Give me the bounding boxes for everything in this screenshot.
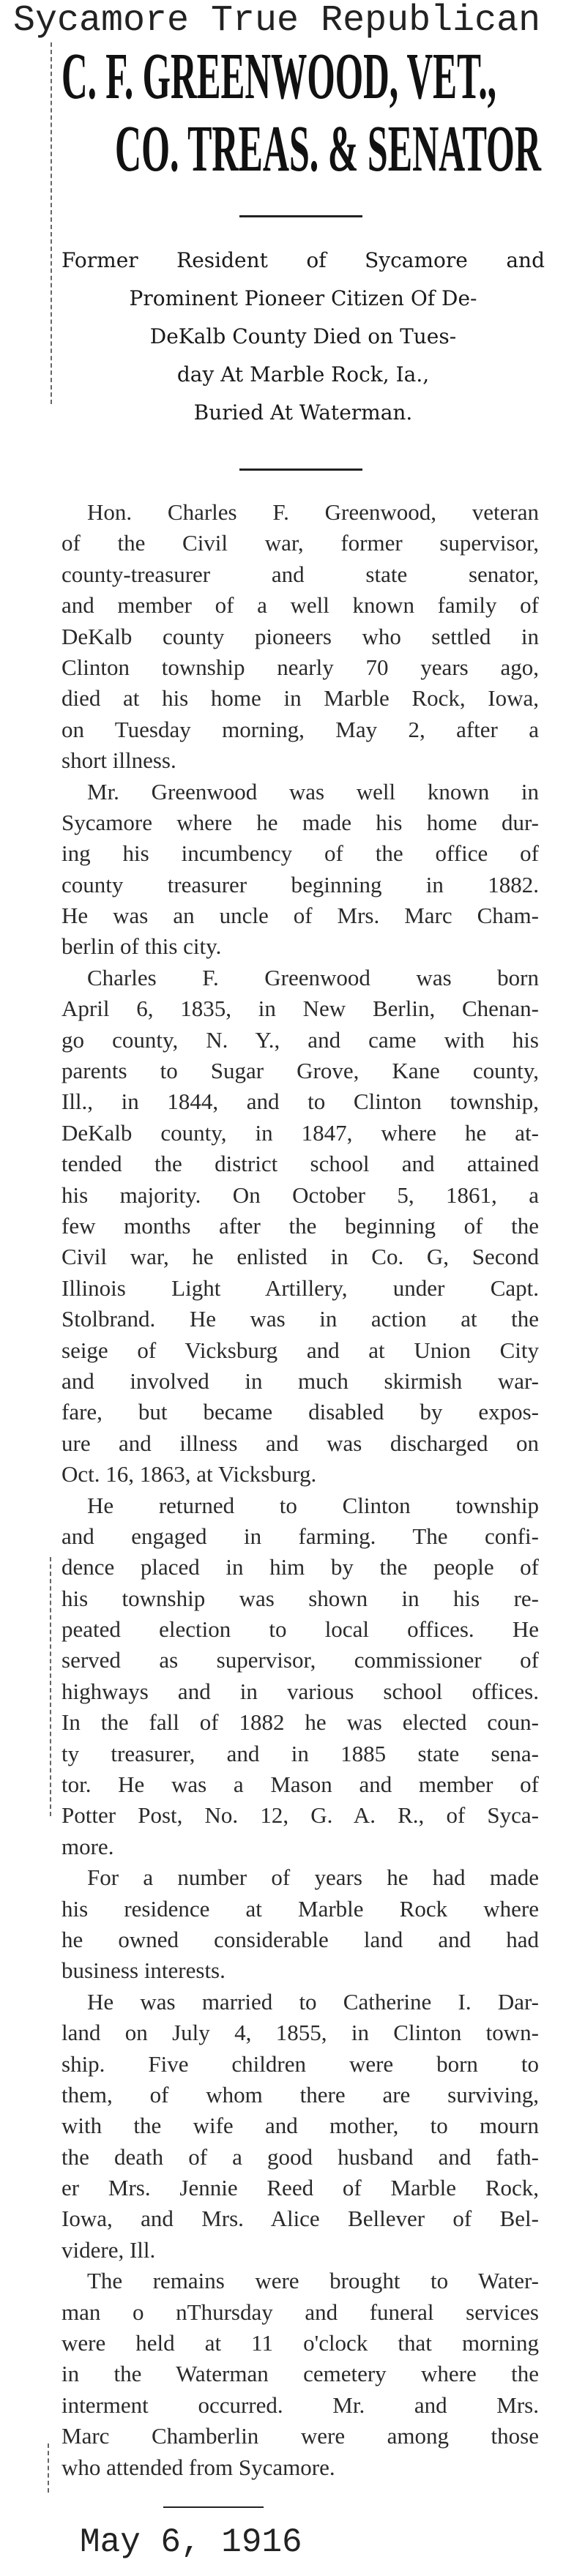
subheadline-line: Buried At Waterman. bbox=[193, 400, 413, 425]
article-line: Civil war, he enlisted in Co. G, Second bbox=[62, 1244, 539, 1270]
article-line: peated election to local offices. He bbox=[62, 1616, 539, 1643]
article-paragraph bbox=[62, 777, 539, 963]
article-line: Clinton township nearly 70 years ago, bbox=[62, 654, 539, 680]
article-line: business interests. bbox=[62, 1957, 226, 1984]
article-line: He returned to Clinton township bbox=[87, 1492, 539, 1518]
article-line: ure and illness and was discharged on bbox=[62, 1430, 539, 1456]
article-line: Charles F. Greenwood was born bbox=[87, 964, 539, 990]
article-line: on Tuesday morning, May 2, after a bbox=[62, 716, 539, 742]
article-line: Sycamore where he made his home dur- bbox=[62, 809, 539, 835]
article-line: them, of whom there are surviving, bbox=[62, 2081, 539, 2108]
article-line: land on July 4, 1855, in Clinton town- bbox=[62, 2020, 539, 2046]
article-line: er Mrs. Jennie Reed of Marble Rock, bbox=[62, 2175, 539, 2201]
article-line: served as supervisor, commissioner of bbox=[62, 1647, 539, 1673]
article-line: more. bbox=[62, 1833, 114, 1859]
subheadline-line: Prominent Pioneer Citizen Of De- bbox=[129, 286, 477, 310]
article-line: ty treasurer, and in 1885 state sena- bbox=[62, 1740, 539, 1766]
article-line: county-treasurer and state senator, bbox=[62, 561, 539, 587]
subheadline-line: day At Marble Rock, Ia., bbox=[176, 362, 430, 387]
article-line: parents to Sugar Grove, Kane county, bbox=[62, 1058, 539, 1084]
article-body bbox=[62, 497, 539, 2483]
section-rule bbox=[239, 468, 362, 471]
article-line: few months after the beginning of the bbox=[62, 1212, 539, 1239]
article-line: Mr. Greenwood was well known in bbox=[87, 778, 539, 804]
article-line: his township was shown in his re- bbox=[62, 1585, 539, 1611]
subheadline-line: DeKalb County Died on Tues- bbox=[149, 324, 457, 348]
article-line: The remains were brought to Water- bbox=[87, 2268, 539, 2294]
publication-date: May 6, 1916 bbox=[80, 2523, 302, 2561]
article-line: Stolbrand. He was in action at the bbox=[62, 1306, 539, 1332]
article-line: Iowa, and Mrs. Alice Bellever of Bel- bbox=[62, 2206, 539, 2232]
article-paragraph bbox=[62, 2266, 539, 2483]
article-line: go county, N. Y., and came with his bbox=[62, 1026, 539, 1053]
article-line: seige of Vicksburg and at Union City bbox=[62, 1337, 539, 1363]
column-divider bbox=[51, 42, 52, 404]
newspaper-masthead: Sycamore True Republican bbox=[13, 0, 541, 42]
article-line: he owned considerable land and had bbox=[62, 1926, 539, 1952]
article-line: Illinois Light Artillery, under Capt. bbox=[62, 1274, 539, 1301]
article-line: the death of a good husband and fath- bbox=[62, 2143, 539, 2170]
article-paragraph bbox=[62, 1862, 539, 1987]
article-line: in the Waterman cemetery where the bbox=[62, 2361, 539, 2387]
article-line: highways and in various school offices. bbox=[62, 1678, 539, 1704]
article-paragraph bbox=[62, 963, 539, 1490]
article-line: his majority. On October 5, 1861, a bbox=[62, 1181, 539, 1208]
article-line: his residence at Marble Rock where bbox=[62, 1895, 539, 1922]
article-line: ship. Five children were born to bbox=[62, 2050, 539, 2077]
article-line: interment occurred. Mr. and Mrs. bbox=[62, 2392, 539, 2418]
article-paragraph bbox=[62, 497, 539, 777]
article-line: tended the district school and attained bbox=[62, 1151, 539, 1177]
article-line: DeKalb county pioneers who settled in bbox=[62, 623, 539, 649]
article-paragraph bbox=[62, 1987, 539, 2266]
end-rule bbox=[163, 2506, 264, 2508]
article-line: died at his home in Marble Rock, Iowa, bbox=[62, 685, 539, 712]
subheadline-line: Former Resident of Sycamore and bbox=[62, 248, 545, 272]
article-line: man o nThursday and funeral services bbox=[62, 2299, 539, 2325]
article-line: with the wife and mother, to mourn bbox=[62, 2113, 539, 2139]
article-line: ing his incumbency of the office of bbox=[62, 840, 539, 867]
article-line: Ill., in 1844, and to Clinton township, bbox=[62, 1089, 539, 1115]
article-line: Potter Post, No. 12, G. A. R., of Syca- bbox=[62, 1802, 539, 1829]
article-line: of the Civil war, former supervisor, bbox=[62, 530, 539, 556]
headline-line-1: C. F. GREENWOOD, VET., bbox=[62, 40, 496, 113]
article-line: He was married to Catherine I. Dar- bbox=[87, 1988, 539, 2015]
article-line: who attended from Sycamore. bbox=[62, 2454, 335, 2480]
article-line: short illness. bbox=[62, 747, 176, 774]
headline-line-2: CO. TREAS. & SENATOR bbox=[115, 113, 541, 185]
article-line: In the fall of 1882 he was elected coun- bbox=[62, 1709, 539, 1736]
article-line: Hon. Charles F. Greenwood, veteran bbox=[87, 499, 539, 525]
article-line: April 6, 1835, in New Berlin, Chenan- bbox=[62, 996, 539, 1022]
article-line: videre, Ill. bbox=[62, 2236, 156, 2263]
article-paragraph bbox=[62, 1490, 539, 1863]
article-line: For a number of years he had made bbox=[87, 1864, 539, 1891]
article-line: fare, but became disabled by expos- bbox=[62, 1399, 539, 1425]
article-line: berlin of this city. bbox=[62, 933, 222, 960]
column-divider bbox=[48, 2444, 49, 2493]
article-line: county treasurer beginning in 1882. bbox=[62, 871, 539, 897]
article-line: tor. He was a Mason and member of bbox=[62, 1772, 539, 1798]
article-line: Marc Chamberlin were among those bbox=[62, 2423, 539, 2449]
section-rule bbox=[239, 215, 362, 217]
article-line: and involved in much skirmish war- bbox=[62, 1367, 539, 1394]
article-line: Oct. 16, 1863, at Vicksburg. bbox=[62, 1461, 317, 1487]
article-line: and engaged in farming. The confi- bbox=[62, 1523, 539, 1549]
column-divider bbox=[50, 1557, 51, 1816]
article-line: and member of a well known family of bbox=[62, 592, 539, 619]
article-line: DeKalb county, in 1847, where he at- bbox=[62, 1119, 539, 1146]
article-line: He was an uncle of Mrs. Marc Cham- bbox=[62, 903, 539, 929]
subheadline bbox=[62, 242, 545, 432]
article-line: dence placed in him by the people of bbox=[62, 1554, 539, 1580]
article-line: were held at 11 o'clock that morning bbox=[62, 2330, 539, 2356]
